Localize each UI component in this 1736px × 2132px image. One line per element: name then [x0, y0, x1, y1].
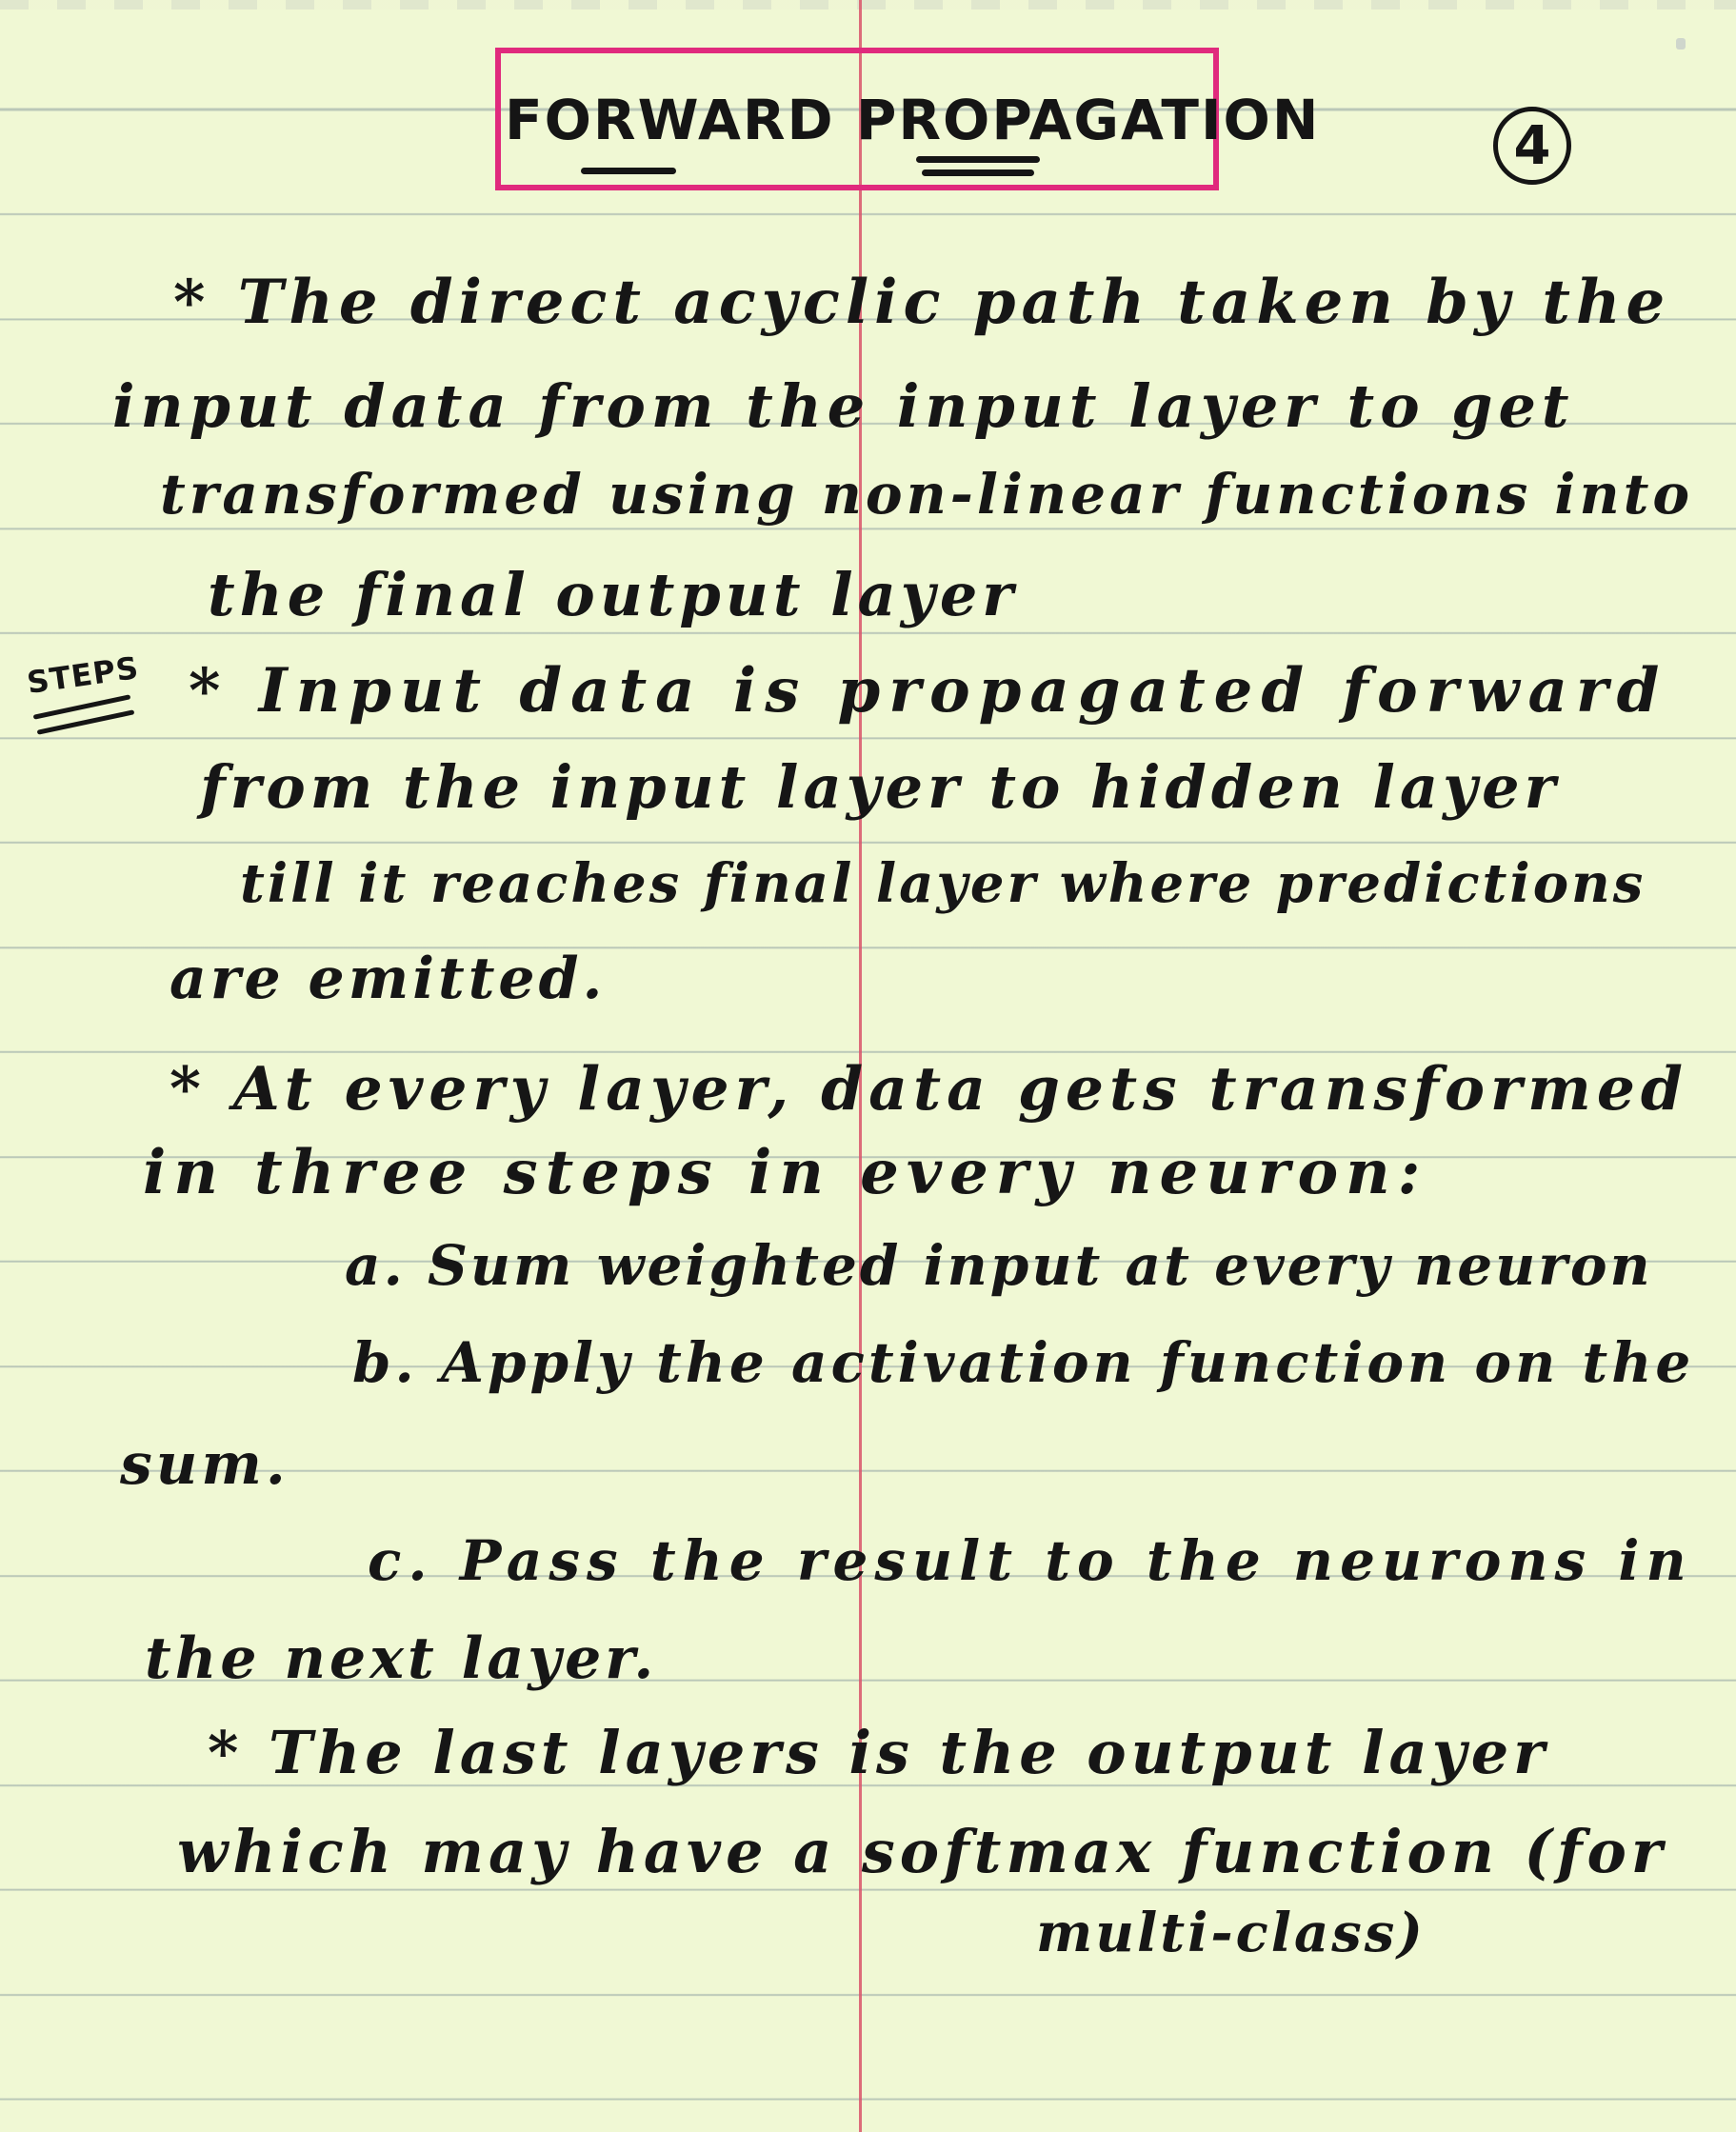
scan-mark — [1676, 38, 1686, 50]
text-line: multi-class) — [1036, 1902, 1426, 1964]
title-underline-propagation-2 — [922, 169, 1034, 176]
text-line: transformed using non-linear functions into — [160, 462, 1694, 527]
title-underline-forward — [581, 168, 676, 174]
text-line: till it reaches final layer where predictions — [240, 852, 1646, 915]
text-line: are emitted. — [170, 946, 607, 1012]
text-line: * Input data is propagated forward — [189, 655, 1668, 727]
text-line: * The last layers is the output layer — [208, 1718, 1549, 1787]
title-underline-propagation — [916, 156, 1040, 163]
text-line: a. Sum weighted input at every neuron — [345, 1233, 1653, 1298]
text-line: the next layer. — [145, 1625, 658, 1692]
text-line: c. Pass the result to the neurons in — [368, 1528, 1693, 1593]
text-line: from the input layer to hidden layer — [200, 752, 1561, 822]
text-line: * The direct acyclic path taken by the — [173, 267, 1671, 338]
text-line: b. Apply the activation function on the — [352, 1330, 1695, 1395]
torn-top-edge — [0, 0, 1736, 10]
text-line: in three steps in every neuron: — [143, 1137, 1428, 1208]
text-line: which may have a softmax function (for — [177, 1817, 1667, 1886]
page-title: FORWARD PROPAGATION — [505, 88, 1321, 152]
page-number-circle: 4 — [1493, 107, 1571, 185]
text-line: input data from the input layer to get — [112, 371, 1575, 441]
text-line: the final output layer — [208, 560, 1018, 629]
text-line: * At every layer, data gets transformed — [170, 1053, 1688, 1124]
steps-label: STEPS — [24, 648, 142, 702]
text-line: sum. — [120, 1431, 289, 1498]
